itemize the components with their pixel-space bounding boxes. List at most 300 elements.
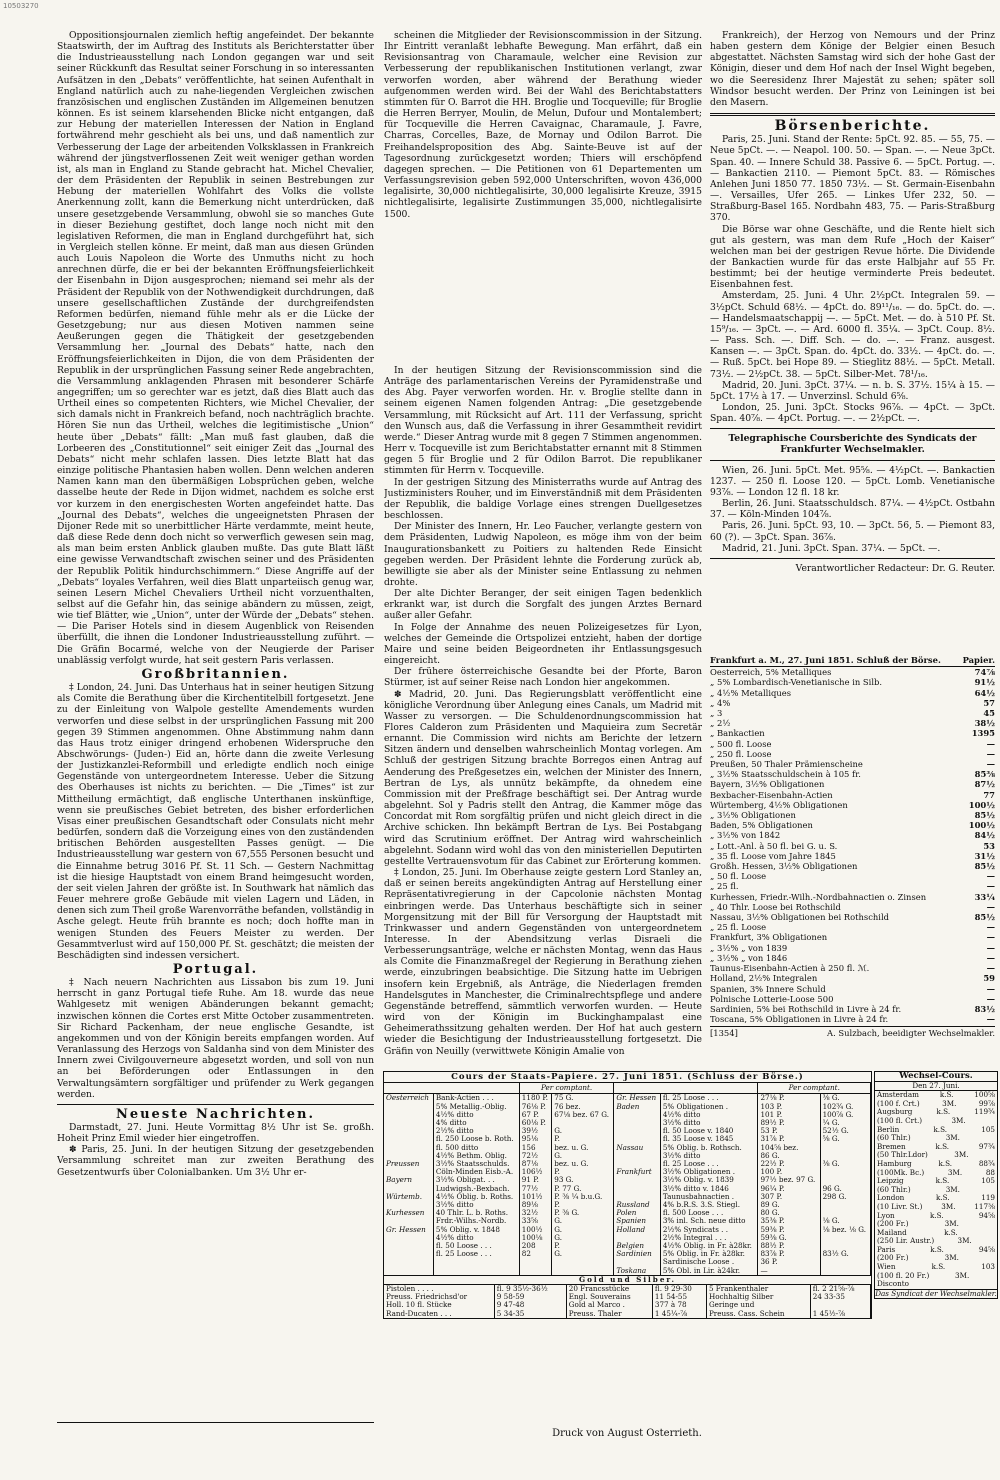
bond-cell: 83½ G.: [820, 1250, 870, 1258]
bond-row: [384, 1250, 871, 1258]
bond-cell: ⅝ G.: [820, 1135, 870, 1143]
bond-cell: P.: [552, 1201, 614, 1209]
bond-cell: 3½% Oblig. v. 1839: [660, 1176, 758, 1184]
frankfurt-row-value: 85⅜: [974, 769, 995, 780]
frankfurt-foot-signature: A. Sulzbach, beeidigter Wechselmakler.: [827, 1028, 995, 1039]
frankfurt-row: [710, 810, 995, 820]
wechsel-cell: (200 Fr.): [877, 1219, 909, 1229]
bond-cell: P. ⅜ ¼ b.u.G.: [552, 1193, 614, 1201]
gold-cell: 5 Frankenthaler: [706, 1285, 810, 1293]
bond-cell: ¼ G.: [820, 1119, 870, 1127]
bond-cell: 52½ G.: [820, 1127, 870, 1135]
wechsel-cell: 105: [981, 1176, 995, 1186]
frankfurt-row: [710, 759, 995, 769]
gold-cell: fl. 2 21⅝-⅞: [810, 1285, 870, 1293]
frankfurt-row-name: „ 3½% „ von 1846: [710, 952, 788, 963]
bond-cell: 88½ P.: [758, 1242, 820, 1250]
frankfurt-row: [710, 1004, 995, 1014]
bond-cell: fl. 250 Loose b. Roth.: [433, 1135, 519, 1143]
gold-cell: Rand-Ducaten . . .: [384, 1310, 494, 1318]
bond-cell: P. 77 G.: [552, 1185, 614, 1193]
paragraph-beranger: Der alte Dichter Beranger, der seit einigen Tagen bedenklich erkrankt war, ist durch die Sorgfalt des jungen Arztes Bernard außer aller Gefahr.: [384, 588, 702, 622]
frankfurt-row-value: 91½: [974, 677, 995, 688]
frankfurt-row-value: 57: [983, 697, 995, 708]
tele-wien: Wien, 26. Juni. 5pCt. Met. 95⅝. — 4½pCt. —. Bankactien 1237. — 250 fl. Loose 120. — 5pCt. Lomb. Venetianische 93⅞. — London 12 fl. 18 kr.: [710, 464, 995, 498]
gold-cell: fl. 9 35½-36½: [494, 1285, 566, 1293]
frankfurt-row: [710, 830, 995, 840]
boerse-note: Die Börse war ohne Geschäfte, und die Rente hielt sich gut als gestern, was man dem Rufe „Hoch der Kaiser“ welchen man bei der gestrigen Revue hörte. Die Dividende der Bankactien wurde für das erste Halbjahr auf 55 Fr. bestimmt; bei der heutige verminderte Preis bedeutet. Eisenbahnen fest.: [710, 223, 995, 291]
frankfurt-row-name: „ 3½% Obligationen: [710, 810, 796, 821]
bond-cell: 4½% Oblig. b. Roths.: [433, 1193, 519, 1201]
frankfurt-row-name: „ 40 Thlr. Loose bei Rothschild: [710, 901, 841, 912]
bond-cell: 87⅛: [519, 1160, 551, 1168]
frankfurt-row-value: —: [986, 993, 995, 1004]
wechsel-cell: Leipzig: [877, 1176, 904, 1186]
bond-cell: 76⅛ P.: [519, 1103, 551, 1111]
gold-cell: Geringe und: [706, 1301, 810, 1309]
column-3: [710, 30, 995, 650]
frankfurt-row: [710, 1014, 995, 1024]
bond-cell: [384, 1111, 433, 1119]
paragraph-france: Oppositionsjournalen ziemlich heftig angefeindet. Der bekannte Staatswirth, der im Auftrag des Instituts als Berichterstatter über die Industrieausstellung nach London gegangen war und seit seiner Rückkunft das Resultat seiner Forschung in so interessanten Aufsätzen in den „Debats“ veröffentlichte, hat seinen Aufenthalt in England natürlich auch zu nahe-liegenden Vergleichen zwischen französischen und englischen Zuständen im Allgemeinen benutzen können. Es ist seinem klarsehenden Blicke nicht entgangen, daß zur Hebung der materiellen Interessen der Nation in England fortwährend mehr geschieht als bei uns, und daß namentlich zur Verbesserung der Lage der arbeitenden Volksklassen in Frankreich während der jüngstverflossenen Zeit weit weniger gethan worden ist, als man in England zu Stande gebracht hat. Michel Chevalier, der dem Präsidenten der Republik in seinen Bestrebungen zur Hebung der materiellen Wohlfahrt des Volks die vollste Anerkennung zollt, kann die Bemerkung nicht unterdrücken, daß unsere gesetzgebende Versammlung, obwohl sie so manches Gute in dieser Beziehung gestiftet, doch lange noch nicht mit den legislativen Reformen, die man in England durchgeführt hat, sich in Vergleich stellen könne. Er meint, daß man aus diesen Gründen auch Louis Napoleon die Worte des Unmuths nicht zu hoch anrechnen dürfe, die er bei der bekannten Eröffnungsfeierlichkeit der Eisenbahn in Dijon ausgesprochen; niemand sei mehr als der Präsident der Republik von der Nothwendigkeit durchdrungen, daß unsere gesellschaftlichen Zustände der durchgreifendsten Reformen bedürfen, niemand fühle mehr als er die Lücke der Gesetzgebung; nur aus diesen Motiven nammen seine Aeußerungen gegen die Thätigkeit der gesetzgebenden Versammlung her. „Journal des Debats“ hatte, nach den Eröffnungsfeierlichkeiten in Dijon, die von dem Präsidenten der Republik in der ursprünglichen Fassung seiner Rede angebrachten, die Versammlung anklagenden Phrasen mit besonderer Schärfe angegriffen; um so gerechter war es jetzt, daß dies Blatt auch das Urtheil eines so competenten Richters, wie Michel Chevalier, der sich damals nicht in Frankreich befand, noch nachträglich brachte. Hören Sie nun das Urtheil, welches die legitimistische „Union“ heute über „Debats“ fällt: „Man muß fast glauben, daß die Lorbeeren des „Constitutionnel“ seit einiger Zeit das „Journal des Debats“ nicht mehr schlafen lassen. Dies letzte Blatt hat das einzige politische Phantasien haben wollen. Denn welchen anderen Namen kann man den übermäßigen Lobsprüchen geben, welche dasselbe heute der Rede in Dijon widmet, nachdem es solche erst vor kurzem in den energischesten Worten angefeindet hatte. Das „Journal des Debats“, welches die ungeeignetsten Phrasen der Dijoner Rede mit so unerbittlicher Härte verdammte, meint heute, daß diese Rede denn doch nicht so verwerflich gewesen sein mag, als man beim ersten Anblick glauben mußte. Das gute Blatt läßt eine gewisse Verwandtschaft zwischen seiner und des Präsidenten der Republik Politik hindurchschimmern.“ Diese Angriffe auf der „Debats“ loyales Verfahren, weil dies Blatt unparteiisch genug war, seinen Lesern Michel Chevaliers Urtheil nicht vorzuenthalten, selbst auf die Gefahr hin, das seinige abändern zu müssen, zeigt, wie tief Blätter, wie „Union“, unter der Würde der „Debats“ stehen. — Die Pariser Hotels sind in diesem Augenblick von Reisenden überfüllt, die ihnen die Londoner Industrieausstellung zuführt. — Die Gräfin Bocarmé, welche von der Neugierde der Pariser unablässig verfolgt wurde, hat seit gestern Paris verlassen.: [57, 30, 374, 666]
imprint: Druck von August Osterrieth.: [552, 1428, 702, 1439]
wechsel-cell: Bremen: [877, 1141, 906, 1151]
bond-cell: [384, 1267, 433, 1275]
bond-cell: fl. 50 Loose v. 1840: [660, 1127, 758, 1135]
wechsel-title: Wechsel-Cours.: [875, 1072, 997, 1082]
gold-cell: 9 58-59: [494, 1293, 566, 1301]
wechsel-cell: 3M.: [941, 1201, 956, 1211]
staatspapiere-title: Cours der Staats-Papiere. 27. Juni 1851. (Schluss der Börse.): [384, 1072, 871, 1083]
frankfurt-row: [710, 881, 995, 891]
wechsel-cell: 3M.: [945, 1184, 960, 1194]
bond-cell: G.: [552, 1217, 614, 1225]
wechsel-cell: (60 Thlr.): [877, 1133, 911, 1143]
bond-cell: G.: [552, 1234, 614, 1242]
bond-cell: 100½: [519, 1226, 551, 1234]
bond-cell: 2½% ditto: [433, 1127, 519, 1135]
wechsel-cell: Mailand: [877, 1227, 907, 1237]
frankfurt-row-name: „ 5% Lombardisch-Venetianische in Silb.: [710, 677, 883, 688]
frankfurt-row-name: Holland, 2½% Integralen: [710, 973, 818, 984]
frankfurt-boerse-table: [710, 655, 995, 1039]
bond-cell: P.: [552, 1242, 614, 1250]
bond-cell: Toskana: [614, 1267, 660, 1275]
bond-cell: 31⅞ P.: [758, 1135, 820, 1143]
gold-row: [384, 1301, 871, 1309]
gold-silber-title: Gold und Silber.: [384, 1275, 871, 1285]
wechsel-cell: k.S.: [929, 1210, 944, 1220]
wechsel-cell: k.S.: [938, 1158, 953, 1168]
frankfurt-row-value: 31½: [974, 850, 995, 861]
frankfurt-row-name: „ 500 fl. Loose: [710, 738, 772, 749]
wechsel-date: Den 27. Juni.: [875, 1082, 997, 1092]
frankfurt-row: [710, 892, 995, 902]
bond-cell: 101 P.: [758, 1111, 820, 1119]
bond-cell: 89⅛: [519, 1201, 551, 1209]
frankfurt-row: [710, 677, 995, 687]
frankfurt-table-footer: [710, 1026, 995, 1038]
bond-cell: G.: [552, 1152, 614, 1160]
bond-cell: 22½ P.: [758, 1160, 820, 1168]
bond-cell: 40 Thlr. L. b. Roths.: [433, 1209, 519, 1217]
divider: [710, 558, 995, 559]
wechsel-cell: 119: [981, 1193, 995, 1203]
divider: [710, 428, 995, 429]
bond-cell: Preussen: [384, 1160, 433, 1168]
bond-cell: 80 G.: [758, 1209, 820, 1217]
wechsel-cell: 88¾: [978, 1158, 995, 1168]
frankfurt-row: [710, 943, 995, 953]
bond-cell: [384, 1258, 433, 1266]
bond-cell: Gr. Hessen: [384, 1226, 433, 1234]
wechsel-cell: (100Mk. Bc.): [877, 1167, 925, 1177]
wechsel-cell: (100 fl. Crt.): [877, 1115, 923, 1125]
frankfurt-row-name: Sardinien, 5% bei Rothschild in Livre à 24 fr.: [710, 1003, 902, 1014]
bond-cell: 307 P.: [758, 1193, 820, 1201]
frankfurt-row: [710, 739, 995, 749]
bond-cell: fl. 25 Loose . . .: [433, 1250, 519, 1258]
wechsel-cell: Paris: [877, 1244, 896, 1254]
bond-cell: 106½: [519, 1168, 551, 1176]
bond-cell: Taunusbahnactien .: [660, 1193, 758, 1201]
bond-cell: fl. 25 Loose . . .: [660, 1160, 758, 1168]
wechsel-cell: 3M.: [942, 1098, 957, 1108]
bond-cell: 27⅛ P.: [758, 1094, 820, 1103]
bond-cell: 5% Oblig. in Fr. à28kr.: [660, 1250, 758, 1258]
wechsel-foot: Das Syndicat der Wechselmakler.: [875, 1288, 997, 1298]
bond-cell: 33⅝: [519, 1217, 551, 1225]
frankfurt-row: [710, 708, 995, 718]
bond-cell: G.: [552, 1127, 614, 1135]
frankfurt-row-name: „ 3½% Staatsschuldschein à 105 fr.: [710, 769, 861, 780]
frankfurt-row-name: Preußen, 50 Thaler Prämienscheine: [710, 759, 863, 770]
bond-cell: Cöln-Minden Eisb.-A.: [433, 1168, 519, 1176]
bond-cell: 101½: [519, 1193, 551, 1201]
bond-cell: [614, 1185, 660, 1193]
frankfurt-row: [710, 800, 995, 810]
bond-cell: [519, 1267, 551, 1275]
frankfurt-row-name: „ 25 fl.: [710, 881, 739, 892]
frankfurt-row-value: 84½: [974, 830, 995, 841]
frankfurt-row-name: Großh. Hessen, 3½% Obligationen: [710, 861, 858, 872]
paragraph-stuermer: Der frühere österreichische Gesandte bei der Pforte, Baron Stürmer, ist auf seiner Reise nach London hier angekommen.: [384, 666, 702, 689]
frankfurt-row-value: —: [986, 1014, 995, 1025]
bond-cell: ⅜ G.: [820, 1160, 870, 1168]
frankfurt-table-col: Papier.: [962, 655, 995, 665]
frankfurt-row: [710, 861, 995, 871]
divider: [710, 113, 995, 116]
frankfurt-row-name: „ 250 fl. Loose: [710, 748, 772, 759]
frankfurt-row: [710, 698, 995, 708]
gold-cell: Holl. 10 fl. Stücke: [384, 1301, 494, 1309]
redakteur-line: Verantwortlicher Redacteur: Dr. G. Reuter.: [795, 562, 995, 574]
bond-cell: fl. 500 ditto: [433, 1144, 519, 1152]
bond-cell: 91 P.: [519, 1176, 551, 1184]
frankfurt-row: [710, 994, 995, 1004]
per-comptant-left: Per comptant.: [519, 1083, 614, 1094]
gold-cell: Hochhaltig Silber: [706, 1293, 810, 1301]
gold-cell: 377 à 78: [652, 1301, 706, 1309]
frankfurt-row-name: Polnische Lotterie-Loose 500: [710, 993, 834, 1004]
wechsel-cell: (100 fl. 20 Fr.): [877, 1270, 930, 1280]
bond-cell: 89 G.: [758, 1201, 820, 1209]
bond-cell: Bank-Actien . . .: [433, 1094, 519, 1103]
bond-cell: 102¾ G.: [820, 1103, 870, 1111]
wechsel-cell: 3M.: [955, 1270, 970, 1280]
wechsel-cell: 3M.: [951, 1115, 966, 1125]
bond-cell: [820, 1201, 870, 1209]
bond-cell: [614, 1127, 660, 1135]
bond-cell: [433, 1258, 519, 1266]
wechsel-cell: 88: [985, 1167, 995, 1177]
heading-telegraphische: Telegraphische Coursberichte des Syndicats der Frankfurter Wechselmakler.: [728, 433, 977, 456]
gold-row: [384, 1310, 871, 1318]
frankfurt-row-value: —: [986, 983, 995, 994]
bond-cell: 100⅞ G.: [820, 1111, 870, 1119]
gold-cell: 24 33-35: [810, 1293, 870, 1301]
wechsel-cell: (50 Thlr.Ldor): [877, 1150, 928, 1160]
wechsel-cell: k.S.: [936, 1107, 951, 1117]
frankfurt-row-value: —: [986, 738, 995, 749]
bond-cell: Baden: [614, 1103, 660, 1111]
bond-cell: [384, 1144, 433, 1152]
bond-cell: 3½% ditto: [660, 1119, 758, 1127]
bond-cell: 3½% Staatsschulds.: [433, 1160, 519, 1168]
bond-cell: 59⅜ P.: [758, 1226, 820, 1234]
paragraph-paris: ✽ Paris, 25. Juni. In der heutigen Sitzung der gesetzgebenden Versammlung schreitet man zur zweiten Berathung des Gesetzentwurfs über Colonialbanken. Um 3½ Uhr er-: [57, 1144, 374, 1178]
frankfurt-row: [710, 779, 995, 789]
bond-cell: Frankfurt: [614, 1168, 660, 1176]
gold-silber-grid: [384, 1285, 871, 1318]
bond-cell: 36 P.: [758, 1258, 820, 1266]
bond-cell: 39½: [519, 1127, 551, 1135]
bond-cell: —: [758, 1267, 820, 1275]
bond-cell: 1180 P.: [519, 1094, 551, 1103]
paragraph-frankreich: Frankreich), der Herzog von Nemours und der Prinz haben gestern dem Könige der Belgier einen Besuch abgestattet. Nächsten Samstag wird sich der hohe Gast der Königin, dieser und dem Hof nach der Insel Wight begeben, wo die Seeresidenz Ihrer Majestät zu sehen; später soll Windsor besucht werden. Der Prinz von Leiningen ist bei den Masern.: [710, 30, 995, 108]
bond-cell: [384, 1234, 433, 1242]
frankfurt-row-value: —: [986, 963, 995, 974]
frankfurt-row-name: „ 35 fl. Loose vom Jahre 1845: [710, 850, 836, 861]
bond-cell: Würtemb.: [384, 1193, 433, 1201]
staatspapiere-grid: [384, 1083, 871, 1275]
bond-cell: 100⅛: [519, 1234, 551, 1242]
bond-cell: 104⅝ bez.: [758, 1144, 820, 1152]
wechsel-cell: Lyon: [877, 1210, 895, 1220]
bond-cell: fl. 35 Loose v. 1845: [660, 1135, 758, 1143]
tele-madrid: Madrid, 21. Juni. 3pCt. Span. 37¼. — 5pCt. —.: [722, 542, 941, 554]
frankfurt-row-value: 77: [983, 789, 995, 800]
bond-cell: 298 G.: [820, 1193, 870, 1201]
paragraph-london: ‡ London, 24. Juni. Das Unterhaus hat in seiner heutigen Sitzung als Comite die Berathung über die Kirchentitelbill fortgesetzt. Jene zu der Einleitung von Walpole gestellte Amendements wurden verworfen und diese selbst in der ursprünglichen Fassung mit 200 gegen 39 Stimmen angenommen. Ohne Abstimmung nahm dann das Haus trotz einiger dringend erhobenen Widerspruche den Abschwörungs- (Juden-) Eid an, hörte dann die zweite Verlesung der Justizkanzlei-Reformbill und erledigte endlich noch einige Gegenstände von untergeordnetem Interesse. Ueber die Sitzung des Oberhauses ist nichts zu berichten. — Die „Times“ ist zur Mittheilung ermächtigt, daß englische Unterthanen inskünftige, wenn sie preußisches Gebiet betreten, des bisher erforderlichen Visas einer preußischen Gesandtschaft oder Consulats nicht mehr bedürfen, sondern daß die Vorzeigung eines von den zuständenden britischen Behörden ausgestellten Passes genügt. — Die Industrieausstellung war gestern von 67,555 Personen besucht und die Einnahme betrug 3016 Pf. St. 11 Sch. — Gestern Nachmittag ist die hiesige Hauptstadt von einem Brand heimgesucht worden, der seit vielen Jahren der größte ist. In Southwark hat nämlich das Feuer mehrere große Gebäude mit vielen Lagern und Läden, in denen sich zum Theil große Warenvorräthe befanden, vollständig in Asche gelegt. Heute früh brannte es noch; doch hoffte man in wenigen Stunden des Feuers Meister zu werden. Der Gesammtverlust wird auf 150,000 Pf. St. geschätzt; die meisten der Beschädigten sind indessen versichert.: [57, 682, 374, 961]
gold-cell: 5 34-35: [494, 1310, 566, 1318]
bond-cell: 96¼ P.: [758, 1185, 820, 1193]
gold-cell: 11 54-55: [652, 1293, 706, 1301]
scan-id: 10503270: [3, 2, 39, 10]
bond-cell: Polen: [614, 1209, 660, 1217]
bond-cell: 4½% ditto: [433, 1111, 519, 1119]
paragraph-revision: scheinen die Mitglieder der Revisionscommission in der Sitzung. Ihr Eintritt veranlaßt lebhafte Bewegung. Man erfährt, daß ein Revisionsantrag von Charamaule, welcher eine Revision zur Verbesserung der republikanischen Institutionen verlangt, zwar verworfen worden, aber während der Berathung wieder aufgenommen werden wird. Bei der Wahl des Berichtabstatters stimmten für O. Barrot die HH. Broglie und Tocqueville; für Broglie die Herren Berryer, Moulin, de Melun, Dufour und Montalembert; für Tocqueville die Herren Cavaignac, Charamaule, J. Favre, Charras, Corcelles, Baze, de Mornay und Odilon Barrot. Die Freihandelsproposition des Abg. Sainte-Beuve ist auf der Tagesordnung zurückgesetzt worden; Thiers will erschöpfend dagegen sprechen. — Die Petitionen von 61 Departementen um Verfassungsrevision geben 592,000 Unterschriften, wovon 436,000 legalisirte, 30,000 nichtlegalisirte, 30,000 legalisirte Kreuze, 3915 nichtlegalisirte, legalisirte Zustimmungen 35,000, nichtlegalisirte 1500.: [384, 30, 702, 220]
wechsel-cours-table: [874, 1071, 998, 1299]
frankfurt-row: [710, 973, 995, 983]
gold-cell: 1 45½-⅞: [810, 1310, 870, 1318]
wechsel-cell: 94⅝: [978, 1244, 995, 1254]
staatspapiere-table: [383, 1071, 872, 1319]
wechsel-cell: 3M.: [944, 1253, 959, 1263]
bond-cell: [384, 1250, 433, 1258]
wechsel-cell: (100 f. Crt.): [877, 1098, 920, 1108]
bond-cell: [384, 1103, 433, 1111]
bond-cell: 86 G.: [758, 1152, 820, 1160]
frankfurt-row-name: „ 3: [710, 708, 723, 719]
frankfurt-row-value: 33¼: [974, 891, 995, 902]
wechsel-cell: 117⅜: [974, 1201, 995, 1211]
frankfurt-row-value: 85½: [974, 912, 995, 923]
bond-cell: 4½% ditto: [660, 1111, 758, 1119]
wechsel-cell: k.S.: [935, 1176, 950, 1186]
frankfurt-row-value: 100½: [968, 820, 995, 831]
wechsel-cell: (60 Thlr.): [877, 1184, 911, 1194]
gold-cell: 1 45¼-⅞: [652, 1310, 706, 1318]
bond-cell: 3½% ditto: [433, 1201, 519, 1209]
gold-cell: Preuss. Cass. Schein: [706, 1310, 810, 1318]
paragraph-london-25: ‡ London, 25. Juni. Im Oberhause zeigte gestern Lord Stanley an, daß er seinen bereits angekündigten Antrag auf Herstellung einer Repräsentativregierung in der Capcolonie nächsten Montag einbringen werde. Das Unterhaus beschäftigte sich in seiner Morgensitzung mit der Bill für Versorgung der Hauptstadt mit Trinkwasser und andern Gegenständen von untergeordnetem Interesse. In der Abendsitzung verlas Disraeli die Verbesserungsanträge, welche er nächsten Montag, wenn das Haus als Comite die Finanzmaßregel der Regierung in Berathung ziehen werde, einzubringen beabsichtige. Die Sitzung hatte im Uebrigen insofern kein Ergebniß, als Anträge, die Niederlagen fremden Handelsgutes in Manchester, die Criminalrechtspflege und andere Gegenstände betreffend, sämmtlich verworfen wurden. — Heute wird von der Königin im Buckinghampalast eine Geheimerathssitzung gehalten werden. Der Hof hat auch gestern wieder die Besichtigung der Industrieausstellung fortgesetzt. Die Gräfin von Neuilly (verwittwete Königin Amalie von: [384, 867, 702, 1057]
frankfurt-row-name: „ 4½% Metalliques: [710, 687, 792, 698]
frankfurt-row: [710, 932, 995, 942]
bond-cell: Sardinien: [614, 1250, 660, 1258]
bond-cell: 103 P.: [758, 1103, 820, 1111]
frankfurt-row: [710, 688, 995, 698]
divider: [710, 460, 995, 461]
wechsel-cell: k.S.: [935, 1141, 950, 1151]
bond-cell: Oesterreich: [384, 1094, 433, 1103]
frankfurt-row: [710, 728, 995, 738]
frankfurt-row: [710, 841, 995, 851]
bond-cell: bez. u. G.: [552, 1144, 614, 1152]
paragraph-madrid: ✽ Madrid, 20. Juni. Das Regierungsblatt veröffentlicht eine königliche Verordnung über Anlegung eines Canals, um Madrid mit Wasser zu versorgen. — Die Schuldenordnungscommission hat Flores Calderon zum Präsidenten und Maquieira zum Secretär ernannt. Die Commission wird nichts am Berichte der letzern Sitzen ändern und denselben wahrscheinlich Montag vorlegen. Am Schluß der gestrigen Sitzung brachte Borregos einen Antrag auf Aenderung des Preßgesetzes ein, welchen der Minister des Innern, Bertran de Lys, als unnütz bekämpfte, da ohnedem eine Commission mit der Preßfrage beschäftigt sei. Der Antrag wurde abgelehnt. Sol y Padris stellt den Antrag, die Kammer möge das Concordat mit Rom sorgfältig prüfen und nicht gleich direct in die Archive schicken. Ihn bekämpft Bertran de Lys. Bei Postabgang wird das Scrutinium eröffnet. Der Antrag wird wahrscheinlich abgelehnt. Sodann wird wohl das von den ministeriellen Deputirten gestellte Vertrauensvotum für das Cabinet zur Erörterung kommen.: [384, 688, 702, 867]
bond-cell: P. ⅜ G.: [552, 1209, 614, 1217]
bond-cell: 67 P.: [519, 1111, 551, 1119]
heading-neueste-nachrichten: Neueste Nachrichten.: [115, 1106, 316, 1122]
wechsel-rows: [875, 1091, 997, 1289]
bond-cell: 5% Obligationen .: [660, 1103, 758, 1111]
frankfurt-row-value: 1395: [971, 728, 995, 739]
bond-cell: 4% ditto: [433, 1119, 519, 1127]
frankfurt-row-name: „ Lott.-Anl. à 50 fl. bei G. u. S.: [710, 840, 838, 851]
tele-paris: Paris, 26. Juni. 5pCt. 93, 10. — 3pCt. 56, 5. — Piemont 83, 60 (?). — 3pCt. Span. 36⅞.: [710, 520, 995, 543]
bond-cell: [614, 1119, 660, 1127]
paragraph-minister-innern: Der Minister des Innern, Hr. Leo Faucher, verlangte gestern von dem Präsidenten, Ludwig Napoleon, es möge ihm von der beim Inaugurationsbankett zu Poitiers zu haltenden Rede Einsicht gegeben werden. Der Präsident lehnte die Forderung zurück ab, bewilligte sie aber als der Minister seine Entlassung zu nehmen drohte.: [384, 521, 702, 588]
frankfurt-row-value: 74⅞: [974, 667, 995, 678]
paragraph-darmstadt: Darmstadt, 27. Juni. Heute Vormittag 8½ Uhr ist Se. großh. Hoheit Prinz Emil wieder hier eingetroffen.: [57, 1122, 374, 1145]
wechsel-cell: Disconto: [877, 1279, 909, 1289]
wechsel-cell: k.S.: [939, 1090, 954, 1100]
bond-cell: 5% Metallig.-Oblig.: [433, 1103, 519, 1111]
frankfurt-row-value: 85½: [974, 810, 995, 821]
wechsel-cell: 3M.: [944, 1219, 959, 1229]
boerse-amsterdam: Amsterdam, 25. Juni. 4 Uhr. 2½pCt. Integralen 59. — 3½pCt. Schuld 68½. — 4pCt. do. 89¹¹/₁₆. — do. 5pCt. do. —. — Handelsmaatschappij —. — 5pCt. Met. — do. à 510 Pf. St. 15⁹/₁₆. — 3pCt. —. — Ard. 6000 fl. 35¼. — 3pCt. Coup. 8½. — Pass. Sch. —. Diff. Sch. — do. —. — Franz. ausgest. Kansen —. — 3pCt. Span. do. 4pCt. do. 33½. — 4pCt. do. —. — Ruß. 5pCt. bei Hope 89. — Stieglitz 88½. — 5pCt. Metall. 73½. — 2½pCt. 38. — 5pCt. Silber-Met. 78¹/₁₆.: [710, 290, 995, 380]
wechsel-cell: k.S.: [944, 1227, 958, 1237]
bond-cell: Gr. Hessen: [614, 1094, 660, 1103]
bond-cell: 5% Oblig. b. Rothsch.: [660, 1144, 758, 1152]
gold-cell: Engl. Souverains: [566, 1293, 652, 1301]
heading-portugal: Portugal.: [172, 961, 259, 977]
bond-cell: G.: [552, 1250, 614, 1258]
bond-cell: 93 G.: [552, 1176, 614, 1184]
wechsel-cell: Wien: [877, 1262, 896, 1272]
frankfurt-row: [710, 749, 995, 759]
frankfurt-row-value: —: [986, 942, 995, 953]
bond-cell: bez. u. G.: [552, 1160, 614, 1168]
frankfurt-table-title: Frankfurt a. M., 27. Juni 1851. Schluß der Börse.: [710, 655, 941, 665]
frankfurt-row-value: —: [986, 881, 995, 892]
frankfurt-row: [710, 984, 995, 994]
boerse-paris: Paris, 25. Juni. Stand der Rente: 5pCt. 92. 85. — 55, 75. — Neue 5pCt. —. — Neapol. 100. 50. — Span. —. — Neue 3pCt. Span. 40. — Innere Schuld 38. Passive 6. — 5pCt. Portug. —. — Bankactien 2110. — Piemont 5pCt. 83. — Römisches Anlehen Juni 1850 77. 1850 73½. — St. Germain-Eisenbahn —. Versailles, Ufer 265. — Linkes Ufer 232, 50. — Straßburg-Basel 165. Nordbahn 483, 75. — Paris-Straßburg 370.: [710, 134, 995, 224]
bond-cell: 76 bez.: [552, 1103, 614, 1111]
wechsel-cell: 103: [981, 1262, 995, 1272]
bond-cell: [614, 1152, 660, 1160]
bond-cell: [552, 1267, 614, 1275]
paragraph-lyon: In Folge der Annahme des neuen Polizeigesetzes für Lyon, welches der Gemeinde die Ortspolizei entzieht, haben der dortige Maire und seine beiden Beigeordneten ihr Entlassungsgesuch eingereicht.: [384, 621, 702, 667]
frankfurt-row: [710, 871, 995, 881]
bond-cell: 67⅛ bez. 67 G.: [552, 1111, 614, 1119]
frankfurt-row-name: „ 2½: [710, 718, 731, 729]
bond-cell: 3% inl. Sch. neue ditto: [660, 1217, 758, 1225]
wechsel-cell: 3M.: [947, 1167, 963, 1177]
divider: [57, 1422, 374, 1423]
bond-cell: fl. 50 Loose . . .: [433, 1242, 519, 1250]
wechsel-cell: k.S.: [933, 1124, 948, 1134]
frankfurt-row-value: —: [986, 748, 995, 759]
gold-cell: Preuss. Thaler: [566, 1310, 652, 1318]
gold-cell: 9 47-48: [494, 1301, 566, 1309]
frankfurt-row-name: „ 3½% „ von 1839: [710, 942, 788, 953]
bond-cell: 3½% Obligat. . .: [433, 1176, 519, 1184]
bond-cell: 97½ bez. 97 G.: [758, 1176, 820, 1184]
wechsel-cell: k.S.: [931, 1262, 946, 1272]
bond-cell: [820, 1258, 870, 1266]
bond-cell: Ludwigsh.-Bexbach.: [433, 1185, 519, 1193]
bond-cell: 77½: [519, 1185, 551, 1193]
wechsel-cell: Amsterdam: [877, 1090, 919, 1100]
wechsel-cell: (200 Fr.): [877, 1253, 909, 1263]
frankfurt-row-value: —: [986, 901, 995, 912]
bond-cell: 75 G.: [552, 1094, 614, 1103]
paragraph-lissabon: ‡ Nach neuern Nachrichten aus Lissabon bis zum 19. Juni herrscht in ganz Portugal tiefe Ruhe. Am 18. wurde das neue Wahlgesetz mit wenigen Abänderungen bekannt gemacht; inzwischen können die Cortes erst Mitte October zusammentreten. Sir Richard Packenham, der neue englische Gesandte, ist angekommen und von der Königin bereits empfangen worden. Auf Veranlassung des Herzogs von Saldanha sind von dem Minister des Innern zwei Civilgouverneure abgesetzt worden, und soll von nun an bei Beförderungen oder Entlassungen in den Verwaltungsämtern sorgfältiger und prüfender zu Werk gegangen werden.: [57, 977, 374, 1100]
bond-cell: 83⅞ P.: [758, 1250, 820, 1258]
frankfurt-row-name: Nassau, 3½% Obligationen bei Rothschild: [710, 912, 889, 923]
bond-cell: [820, 1144, 870, 1152]
bond-cell: [384, 1119, 433, 1127]
frankfurt-row: [710, 851, 995, 861]
bond-cell: Russland: [614, 1201, 660, 1209]
wechsel-cell: 94⅝: [978, 1210, 995, 1220]
wechsel-cell: k.S.: [935, 1193, 950, 1203]
wechsel-cell: k.S.: [930, 1244, 944, 1254]
frankfurt-row-value: 87½: [974, 779, 995, 790]
frankfurt-row-value: 38½: [974, 718, 995, 729]
frankfurt-row-value: 45: [983, 708, 995, 719]
frankfurt-row: [710, 718, 995, 728]
bond-cell: [384, 1127, 433, 1135]
bond-cell: [384, 1135, 433, 1143]
bond-cell: 4½% Oblig. in Fr. à28kr.: [660, 1242, 758, 1250]
frankfurt-row-name: „ 50 fl. Loose: [710, 871, 767, 882]
frankfurt-row: [710, 922, 995, 932]
bond-cell: P.: [552, 1168, 614, 1176]
bond-cell: [614, 1111, 660, 1119]
frankfurt-row-name: Spanien, 3% Innere Schuld: [710, 983, 826, 994]
